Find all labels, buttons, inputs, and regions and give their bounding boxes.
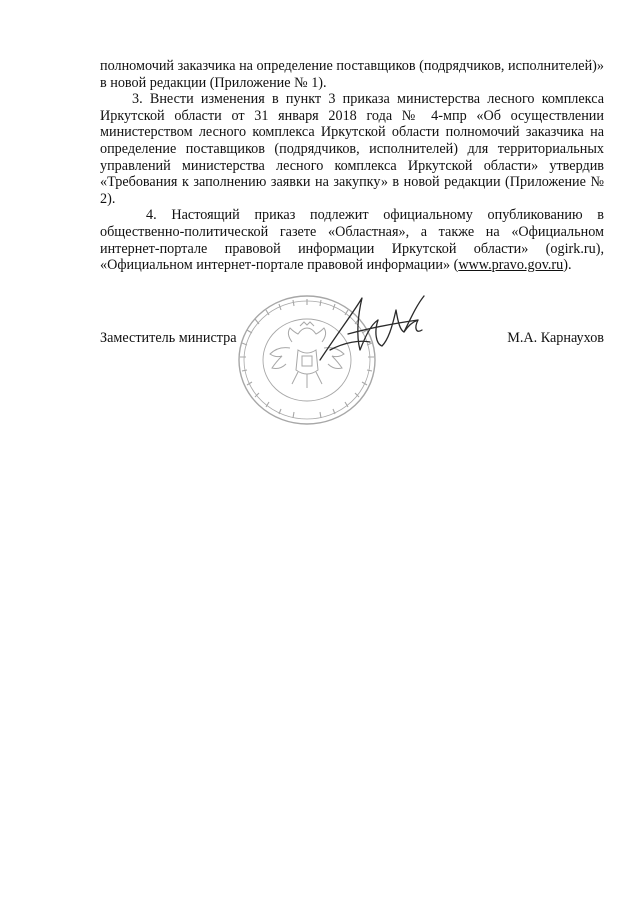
paragraph-item-3: 3. Внести изменения в пункт 3 приказа министерства лесного комплекса Иркутской области от 31 января 2018 года № 4-мпр «Об осуществлении министерством лесного комплекса Иркутской области полномочий заказчика на определение поставщиков (подрядчиков, исполнителей) для территориальных управлений министерства лесного комплекса Иркутской области» утвердив «Требования к заполнению заявки на закупку» в новой редакции (Приложение № 2). bbox=[100, 91, 604, 207]
paragraph-item-4-tail: ). bbox=[563, 257, 572, 274]
paragraph-item-4 bbox=[100, 207, 604, 273]
signatory-name: М.А. Карнаухов bbox=[507, 330, 604, 346]
pravo-gov-link[interactable]: www.pravo.gov.ru bbox=[458, 257, 564, 274]
document-body bbox=[100, 58, 604, 274]
handwritten-signature-icon bbox=[300, 290, 450, 370]
paragraph-item-4-text: 4. Настоящий приказ подлежит официальному опубликованию в общественно-политической газете «Областная», а также на «Официальном интернет-портале правовой информации Иркутской области» (ogirk.ru), «Официальном интернет-портале правовой информации» ( bbox=[100, 207, 604, 274]
paragraph-continuation: полномочий заказчика на определение поставщиков (подрядчиков, исполнителей)» в новой редакции (Приложение № 1). bbox=[100, 58, 604, 91]
position-title: Заместитель министра bbox=[100, 330, 237, 346]
